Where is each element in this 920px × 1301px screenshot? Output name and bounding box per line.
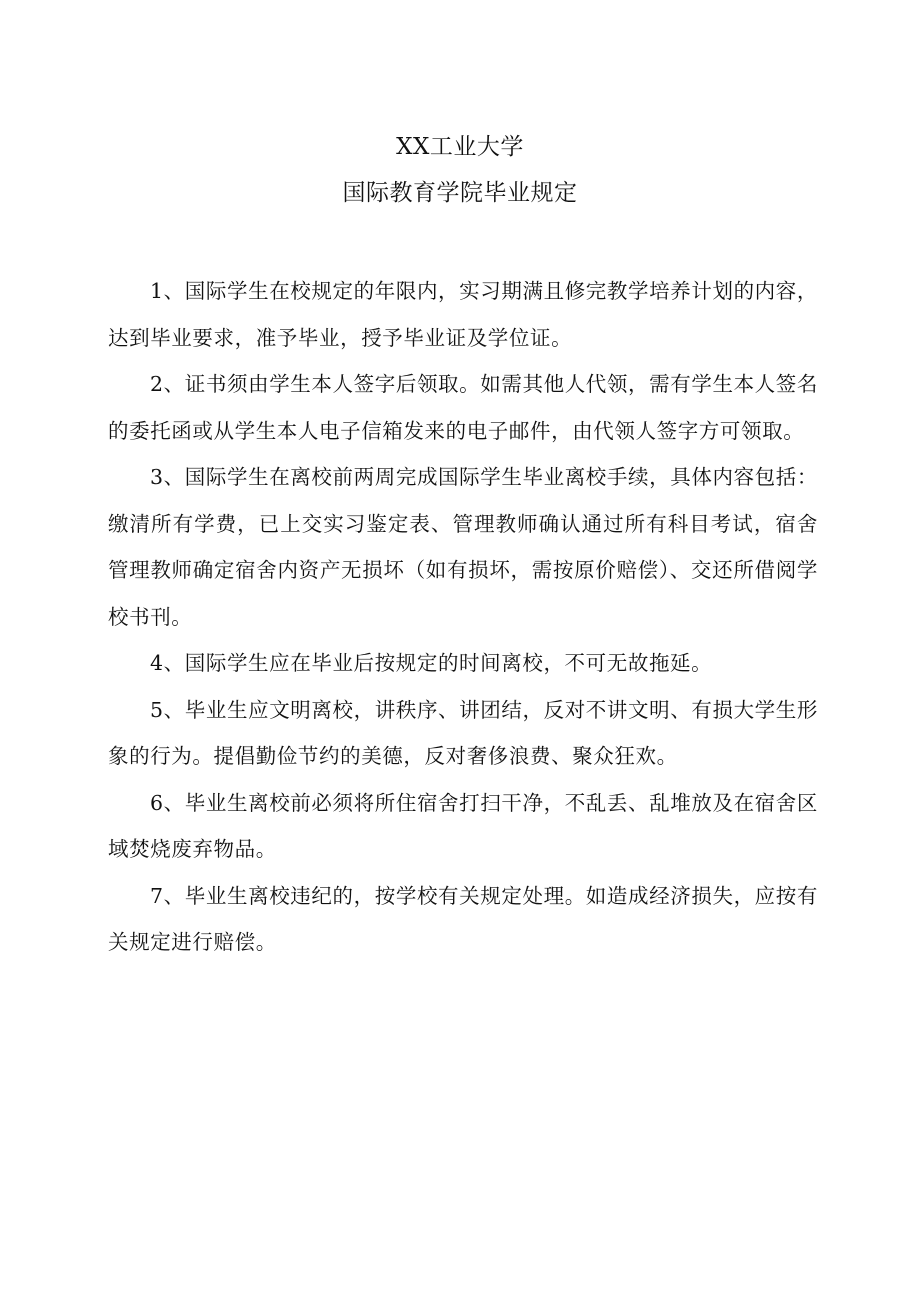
clause-2: 2、证书须由学生本人签字后领取。如需其他人代领，需有学生本人签名的委托函或从学生本人电子信箱发来的电子邮件，由代领人签字方可领取。: [108, 372, 818, 443]
clause-7: 7、毕业生离校违纪的，按学校有关规定处理。如造成经济损失，应按有关规定进行赔偿。: [108, 883, 818, 954]
regulation-title: 国际教育学院毕业规定: [342, 180, 578, 206]
clause-5: 5、毕业生应文明离校，讲秩序、讲团结，反对不讲文明、有损大学生形象的行为。提倡勤俭节约的美德，反对奢侈浪费、聚众狂欢。: [108, 697, 818, 768]
clause-6: 6、毕业生离校前必须将所住宿舍打扫干净，不乱丢、乱堆放及在宿舍区域焚烧废弃物品。: [108, 790, 818, 861]
title-block: [0, 124, 920, 216]
regulation-body: [108, 268, 818, 966]
clause-4: 4、国际学生应在毕业后按规定的时间离校，不可无故拖延。: [150, 651, 713, 675]
clause-1: 1、国际学生在校规定的年限内，实习期满且修完教学培养计划的内容，达到毕业要求，准予毕业，授予毕业证及学位证。: [108, 279, 818, 350]
clause-3: 3、国际学生在离校前两周完成国际学生毕业离校手续，具体内容包括：缴清所有学费，已上交实习鉴定表、管理教师确认通过所有科目考试，宿舍管理教师确定宿舍内资产无损坏（如有损坏，需按原价赔偿）、交还所借阅学校书刊。: [108, 465, 818, 629]
university-title: XX工业大学: [396, 134, 524, 160]
